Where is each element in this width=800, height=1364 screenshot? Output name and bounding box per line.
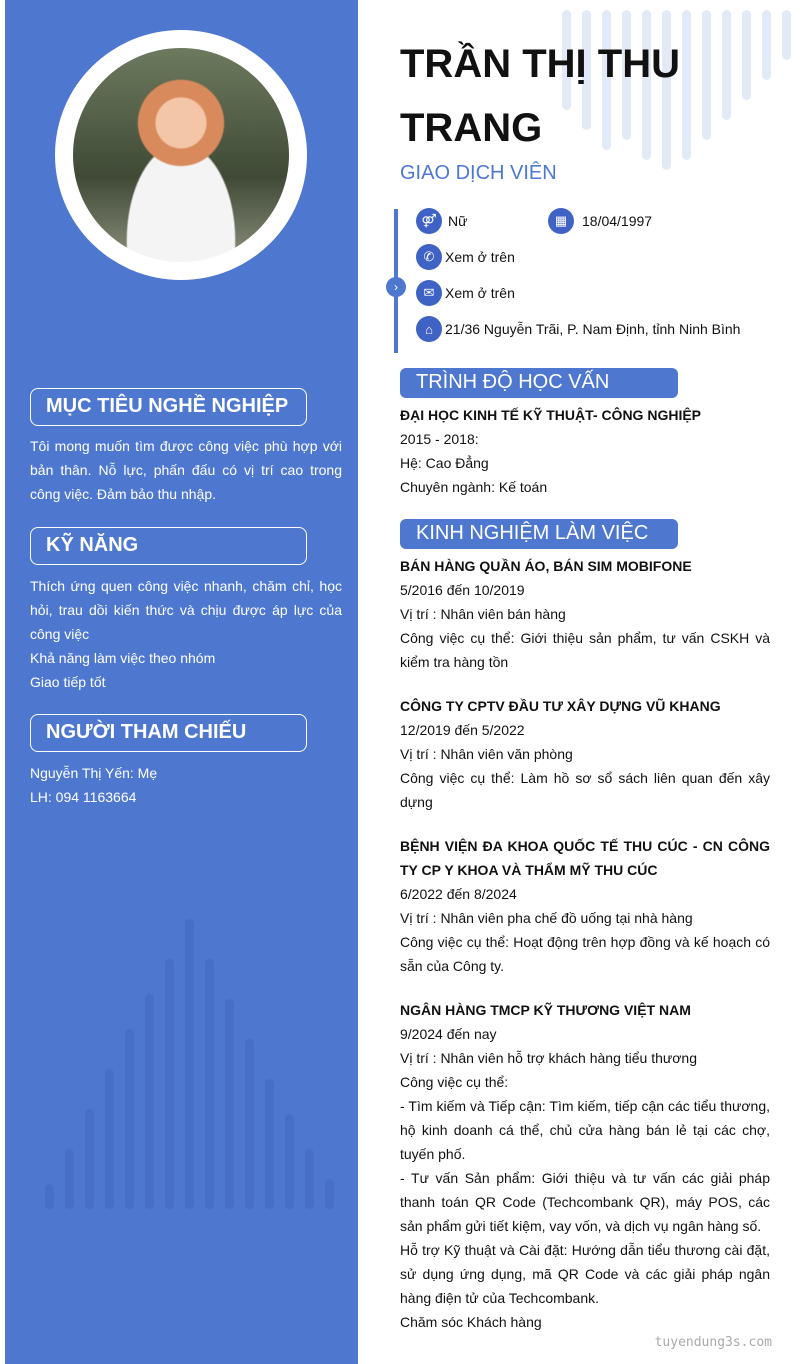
mail-icon: ✉ [416,280,442,306]
phone-icon: ✆ [416,244,442,270]
job-line: Vị trí : Nhân viên hỗ trợ khách hàng tiểu thương [400,1050,698,1066]
phone-value: Xem ở trên [445,249,515,265]
gender-value: Nữ [448,213,468,229]
contact-dob [548,208,652,234]
education-section [400,403,770,499]
job-line: 5/2016 đến 10/2019 [400,582,525,598]
job-line: 6/2022 đến 8/2024 [400,886,517,902]
job-line: Công việc cụ thể: Làm hồ sơ sổ sách liên quan đến xây dựng [400,770,770,810]
company-name: NGÂN HÀNG TMCP KỸ THƯƠNG VIỆT NAM [400,1002,691,1018]
skill-item: Khả năng làm việc theo nhóm [30,650,216,666]
full-name: TRẦN THỊ THU TRANG [400,42,680,150]
job-line: 9/2024 đến nay [400,1026,497,1042]
education-line: Hệ: Cao Đẳng [400,455,489,471]
job-line: Công việc cụ thể: Hoạt động trên hợp đồng và kế hoạch có sẵn của Công ty. [400,934,770,974]
contact-address [416,316,740,342]
skill-item: Giao tiếp tốt [30,674,106,690]
skills-heading: KỸ NĂNG [30,527,307,565]
job-entry [400,554,770,674]
job-line: Chăm sóc Khách hàng [400,1314,542,1330]
company-name: BÁN HÀNG QUẦN ÁO, BÁN SIM MOBIFONE [400,558,692,574]
dob-value: 18/04/1997 [582,213,653,229]
objective-heading: MỤC TIÊU NGHỀ NGHIỆP [30,388,307,426]
job-line: Vị trí : Nhân viên pha chế đồ uống tại nhà hàng [400,910,693,926]
avatar [73,48,289,262]
watermark: tuyendung3s.com [654,1335,772,1350]
skills-list [30,574,342,694]
calendar-icon: ▦ [548,208,574,234]
job-line: Hỗ trợ Kỹ thuật và Cài đặt: Hướng dẫn tiểu thương cài đặt, sử dụng ứng dụng, mã QR Code và các giải pháp ngân hàng điện tử của Techcombank. [400,1242,770,1306]
reference-item: Nguyễn Thị Yến: Mẹ [30,765,158,781]
chevron-right-icon: › [386,277,406,297]
email-value: Xem ở trên [445,285,515,301]
profile-photo [55,30,307,280]
job-line: Công việc cụ thể: Giới thiệu sản phẩm, tư vấn CSKH và kiểm tra hàng tồn [400,630,770,670]
job-line: Công việc cụ thể: [400,1074,509,1090]
job-line: Vị trí : Nhân viên bán hàng [400,606,566,622]
job-line: Vị trí : Nhân viên văn phòng [400,746,573,762]
objective-text: Tôi mong muốn tìm được công việc phù hợp với bản thân. Nỗ lực, phấn đấu có vị trí cao trong công việc. Đảm bảo thu nhập. [30,438,342,502]
reference-item: LH: 094 1163664 [30,789,137,805]
company-name: CÔNG TY CPTV ĐẦU TƯ XÂY DỰNG VŨ KHANG [400,698,721,714]
references-heading: NGƯỜI THAM CHIẾU [30,714,307,752]
contact-gender [416,208,467,234]
job-line: - Tư vấn Sản phẩm: Giới thiệu và tư vấn các giải pháp thanh toán QR Code (Techcombank QR), máy POS, các sản phẩm gửi tiết kiệm, vay vốn, và dịch vụ ngân hàng số. [400,1170,770,1234]
home-icon: ⌂ [416,316,442,342]
job-entry [400,694,770,814]
education-heading: TRÌNH ĐỘ HỌC VẤN [400,368,678,398]
job-line: - Tìm kiếm và Tiếp cận: Tìm kiếm, tiếp cận các tiểu thương, hộ kinh doanh cá thể, chủ cửa hàng bán lẻ tại các chợ, tuyến phố. [400,1098,770,1162]
contact-phone [416,244,515,270]
address-value: 21/36 Nguyễn Trãi, P. Nam Định, tỉnh Ninh Bình [445,321,741,337]
experience-section [400,554,770,1334]
education-line: 2015 - 2018: [400,431,479,447]
education-line: Chuyên ngành: Kế toán [400,479,548,495]
job-line: 12/2019 đến 5/2022 [400,722,525,738]
skill-item: Thích ứng quen công việc nhanh, chăm chỉ, học hỏi, trau dồi kiến thức và chịu được áp lực của công việc [30,578,342,642]
references-list [30,761,342,809]
gender-icon: ⚤ [416,208,442,234]
job-entry [400,834,770,978]
contact-email [416,280,515,306]
school-name: ĐẠI HỌC KINH TẾ KỸ THUẬT- CÔNG NGHIỆP [400,407,702,423]
job-title: GIAO DỊCH VIÊN [400,162,557,184]
company-name: BỆNH VIỆN ĐA KHOA QUỐC TẾ THU CÚC - CN CÔNG TY CP Y KHOA VÀ THẨM MỸ THU CÚC [400,838,770,878]
experience-heading: KINH NGHIỆM LÀM VIỆC [400,519,678,549]
job-entry [400,998,770,1334]
